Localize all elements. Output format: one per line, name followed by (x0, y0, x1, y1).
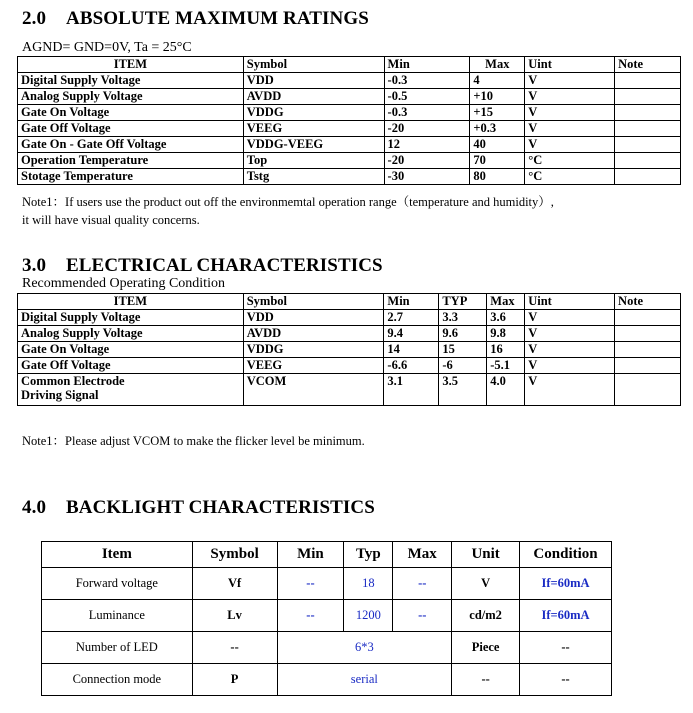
cell: serial (277, 664, 452, 696)
cell: Lv (192, 600, 277, 632)
cell: °C (525, 153, 615, 169)
cell: -30 (384, 169, 470, 185)
cell: AVDD (243, 89, 384, 105)
cell: °C (525, 169, 615, 185)
section-title: ABSOLUTE MAXIMUM RATINGS (66, 8, 369, 29)
section-number: 3.0 (22, 255, 47, 276)
table-row (18, 105, 681, 121)
section-subtitle: Recommended Operating Condition (22, 276, 225, 291)
cell: -- (393, 600, 452, 632)
cell: VCOM (243, 374, 384, 406)
cell: V (525, 374, 615, 406)
table-row (18, 73, 681, 89)
cell: +10 (470, 89, 525, 105)
cell: Vf (192, 568, 277, 600)
table-row (18, 89, 681, 105)
cell: Gate On - Gate Off Voltage (18, 137, 244, 153)
cell: If=60mA (520, 568, 612, 600)
header-cell: Min (384, 57, 470, 73)
cell: 70 (470, 153, 525, 169)
cell: 12 (384, 137, 470, 153)
table-row (18, 153, 681, 169)
backlight-table (41, 541, 612, 696)
header-cell: Item (42, 542, 193, 568)
table-header-row (18, 294, 681, 310)
cell: AVDD (243, 326, 384, 342)
header-cell: Max (393, 542, 452, 568)
cell: Tstg (243, 169, 384, 185)
cell: Gate Off Voltage (18, 358, 244, 374)
cell: -6 (439, 358, 487, 374)
header-cell: Condition (520, 542, 612, 568)
cell: V (525, 137, 615, 153)
cell: Gate On Voltage (18, 342, 244, 358)
cell (615, 121, 681, 137)
header-cell: Note (615, 57, 681, 73)
vcom-item-line-1: Common Electrode (21, 374, 125, 388)
test-condition: AGND= GND=0V, Ta = 25°C (22, 40, 192, 55)
cell: -- (520, 664, 612, 696)
cell: -- (520, 632, 612, 664)
cell: Operation Temperature (18, 153, 244, 169)
cell (615, 358, 681, 374)
header-cell: Unit (452, 542, 520, 568)
header-cell: Uint (525, 294, 615, 310)
cell: +15 (470, 105, 525, 121)
vcom-item-line-2: Driving Signal (21, 388, 99, 402)
section-title: BACKLIGHT CHARACTERISTICS (66, 497, 375, 518)
cell: -0.5 (384, 89, 470, 105)
table-row (18, 137, 681, 153)
cell: 4 (470, 73, 525, 89)
cell: 9.8 (487, 326, 525, 342)
cell: VDDG-VEEG (243, 137, 384, 153)
table-row (18, 358, 681, 374)
header-cell: Typ (344, 542, 393, 568)
table-row (42, 632, 612, 664)
table-row (18, 342, 681, 358)
cell: V (525, 73, 615, 89)
header-cell: Min (277, 542, 344, 568)
cell: Analog Supply Voltage (18, 326, 244, 342)
cell: V (525, 310, 615, 326)
cell: -0.3 (384, 73, 470, 89)
cell: 2.7 (384, 310, 439, 326)
header-cell: ITEM (18, 294, 244, 310)
cell: cd/m2 (452, 600, 520, 632)
cell: VEEG (243, 358, 384, 374)
cell: 3.1 (384, 374, 439, 406)
table-header-row (42, 542, 612, 568)
table-row (18, 310, 681, 326)
cell: Gate Off Voltage (18, 121, 244, 137)
cell: If=60mA (520, 600, 612, 632)
note-line-1: Note1：If users use the product out off the environmemtal operation range（temperature and humidity）, (22, 195, 554, 209)
cell: 15 (439, 342, 487, 358)
section-number: 4.0 (22, 497, 47, 518)
cell: Top (243, 153, 384, 169)
table-row (42, 568, 612, 600)
header-cell: Note (615, 294, 681, 310)
cell (615, 342, 681, 358)
cell: -- (393, 568, 452, 600)
section-4-heading (22, 497, 375, 519)
electrical-characteristics-table (17, 293, 681, 406)
cell: -6.6 (384, 358, 439, 374)
cell: 14 (384, 342, 439, 358)
cell: 3.5 (439, 374, 487, 406)
cell (615, 89, 681, 105)
section-3-heading (22, 255, 383, 277)
cell: V (525, 358, 615, 374)
cell (18, 374, 244, 406)
note-line-2: it will have visual quality concerns. (22, 213, 200, 227)
cell: V (452, 568, 520, 600)
cell: 1200 (344, 600, 393, 632)
cell (615, 374, 681, 406)
cell: Number of LED (42, 632, 193, 664)
cell: V (525, 326, 615, 342)
cell: -20 (384, 121, 470, 137)
section-2-heading (22, 8, 369, 30)
cell: Forward voltage (42, 568, 193, 600)
cell: -20 (384, 153, 470, 169)
cell: -- (277, 600, 344, 632)
absolute-max-ratings-table (17, 56, 681, 185)
cell: VDDG (243, 342, 384, 358)
table-row (18, 169, 681, 185)
section-number: 2.0 (22, 8, 47, 29)
header-cell: Symbol (192, 542, 277, 568)
cell: P (192, 664, 277, 696)
cell (615, 310, 681, 326)
cell: 4.0 (487, 374, 525, 406)
cell: Connection mode (42, 664, 193, 696)
table-header-row (18, 57, 681, 73)
header-cell: Uint (525, 57, 615, 73)
cell: V (525, 342, 615, 358)
cell: +0.3 (470, 121, 525, 137)
cell: Digital Supply Voltage (18, 73, 244, 89)
cell: VDD (243, 73, 384, 89)
cell: 40 (470, 137, 525, 153)
cell: Gate On Voltage (18, 105, 244, 121)
header-cell: Max (487, 294, 525, 310)
cell: 9.4 (384, 326, 439, 342)
table-row (18, 121, 681, 137)
cell: VEEG (243, 121, 384, 137)
header-cell: Min (384, 294, 439, 310)
header-cell: ITEM (18, 57, 244, 73)
cell: 3.6 (487, 310, 525, 326)
cell: Piece (452, 632, 520, 664)
cell: -- (192, 632, 277, 664)
cell (615, 137, 681, 153)
cell: V (525, 121, 615, 137)
cell: 16 (487, 342, 525, 358)
table-row (42, 600, 612, 632)
table-row (42, 664, 612, 696)
cell: V (525, 105, 615, 121)
table-row (18, 374, 681, 406)
cell: 3.3 (439, 310, 487, 326)
header-cell: TYP (439, 294, 487, 310)
cell (615, 105, 681, 121)
cell (615, 326, 681, 342)
vcom-note: Note1：Please adjust VCOM to make the flicker level be minimum. (22, 434, 365, 448)
cell: Analog Supply Voltage (18, 89, 244, 105)
cell: -- (277, 568, 344, 600)
cell: 6*3 (277, 632, 452, 664)
cell: 80 (470, 169, 525, 185)
cell: 9.6 (439, 326, 487, 342)
section-title: ELECTRICAL CHARACTERISTICS (66, 255, 383, 276)
cell: VDD (243, 310, 384, 326)
cell: Stotage Temperature (18, 169, 244, 185)
table-row (18, 326, 681, 342)
cell (615, 153, 681, 169)
cell: -0.3 (384, 105, 470, 121)
cell: Digital Supply Voltage (18, 310, 244, 326)
cell: V (525, 89, 615, 105)
cell: VDDG (243, 105, 384, 121)
cell: Luminance (42, 600, 193, 632)
header-cell: Symbol (243, 294, 384, 310)
cell: 18 (344, 568, 393, 600)
cell: -5.1 (487, 358, 525, 374)
header-cell: Max (470, 57, 525, 73)
cell: -- (452, 664, 520, 696)
cell (615, 73, 681, 89)
header-cell: Symbol (243, 57, 384, 73)
cell (615, 169, 681, 185)
